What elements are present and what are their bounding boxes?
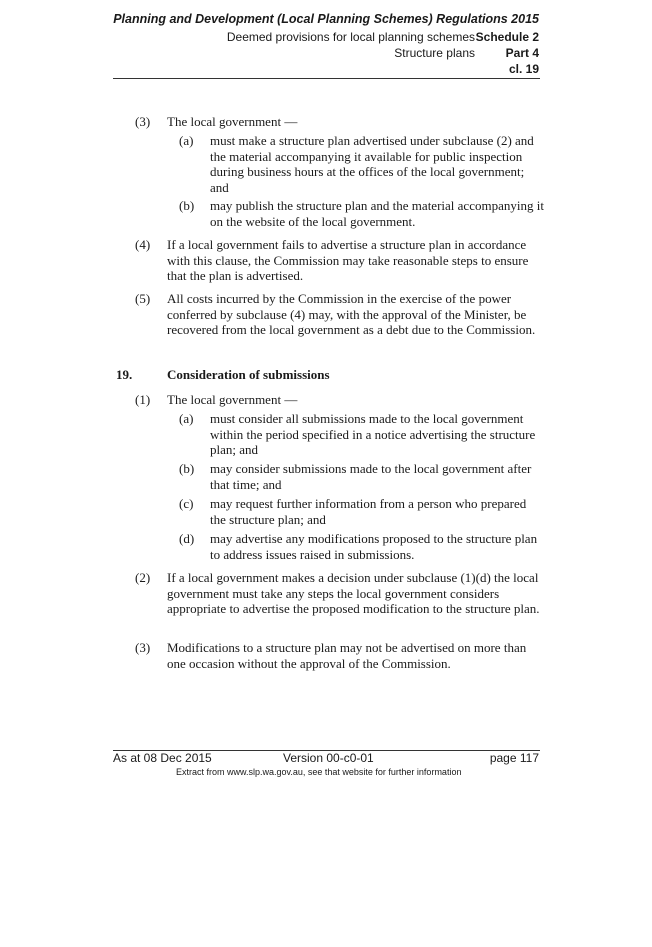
subclause-number: (2) xyxy=(135,570,151,585)
subclause-number: (3) xyxy=(135,640,151,655)
paragraph-text: may advertise any modifications proposed to the structure plan to address issues raised in submissions. xyxy=(210,531,538,562)
clause-number: 19. xyxy=(116,367,133,382)
paragraph-text: may publish the structure plan and the material accompanying it on the website of the local government. xyxy=(210,198,544,229)
subclause-number: (1) xyxy=(135,392,151,407)
subclause-text: The local government — xyxy=(167,392,298,407)
header-part-number: Part 4 xyxy=(505,46,539,60)
running-header-title: Planning and Development (Local Planning Schemes) Regulations 2015 xyxy=(113,12,539,26)
paragraph-text: must make a structure plan advertised under subclause (2) and the material accompanying it available for public inspection during business hours at the offices of the local government; and xyxy=(210,133,534,195)
footer-page-number: page 117 xyxy=(489,751,539,765)
header-schedule-number: Schedule 2 xyxy=(475,30,539,44)
paragraph-text: may request further information from a person who prepared the structure plan; and xyxy=(210,496,527,527)
header-schedule-title: Deemed provisions for local planning schemes xyxy=(226,30,475,44)
subclause-text: If a local government makes a decision under subclause (1)(d) the local government must take any steps the local government considers appropriate to advertise the proposed modification to the structure plan. xyxy=(167,570,540,616)
subclause-text: All costs incurred by the Commission in the exercise of the power conferred by subclause (4) may, with the approval of the Minister, be recovered from the local government as a debt due to the Commission. xyxy=(167,291,536,337)
paragraph-number: (b) xyxy=(179,198,195,213)
paragraph-number: (b) xyxy=(179,461,195,476)
footer-version: Version 00-c0-01 xyxy=(283,751,374,765)
clause-heading: Consideration of submissions xyxy=(167,367,330,382)
subclause-text: The local government — xyxy=(167,114,298,129)
header-rule xyxy=(113,78,540,79)
paragraph-text: must consider all submissions made to the local government within the period specified in a notice advertising the structure plan; and xyxy=(210,411,536,457)
subclause-text: Modifications to a structure plan may not be advertised on more than one occasion without the approval of the Commission. xyxy=(167,640,527,671)
running-header-part xyxy=(394,46,539,60)
running-header-schedule xyxy=(227,30,539,44)
paragraph-number: (a) xyxy=(179,133,194,148)
subclause-text: If a local government fails to advertise a structure plan in accordance with this clause, the Commission may take reasonable steps to ensure that the plan is advertised. xyxy=(167,237,529,283)
running-header-clause xyxy=(475,62,539,76)
footer-date: As at 08 Dec 2015 xyxy=(113,751,212,765)
footer-extract-note: Extract from www.slp.wa.gov.au, see that website for further information xyxy=(176,767,462,777)
paragraph-number: (d) xyxy=(179,531,195,546)
paragraph-text: may consider submissions made to the local government after that time; and xyxy=(210,461,532,492)
paragraph-number: (a) xyxy=(179,411,194,426)
header-part-title: Structure plans xyxy=(394,46,475,60)
subclause-number: (3) xyxy=(135,114,151,129)
paragraph-number: (c) xyxy=(179,496,194,511)
header-clause-number: cl. 19 xyxy=(508,62,539,76)
subclause-number: (5) xyxy=(135,291,151,306)
subclause-number: (4) xyxy=(135,237,151,252)
